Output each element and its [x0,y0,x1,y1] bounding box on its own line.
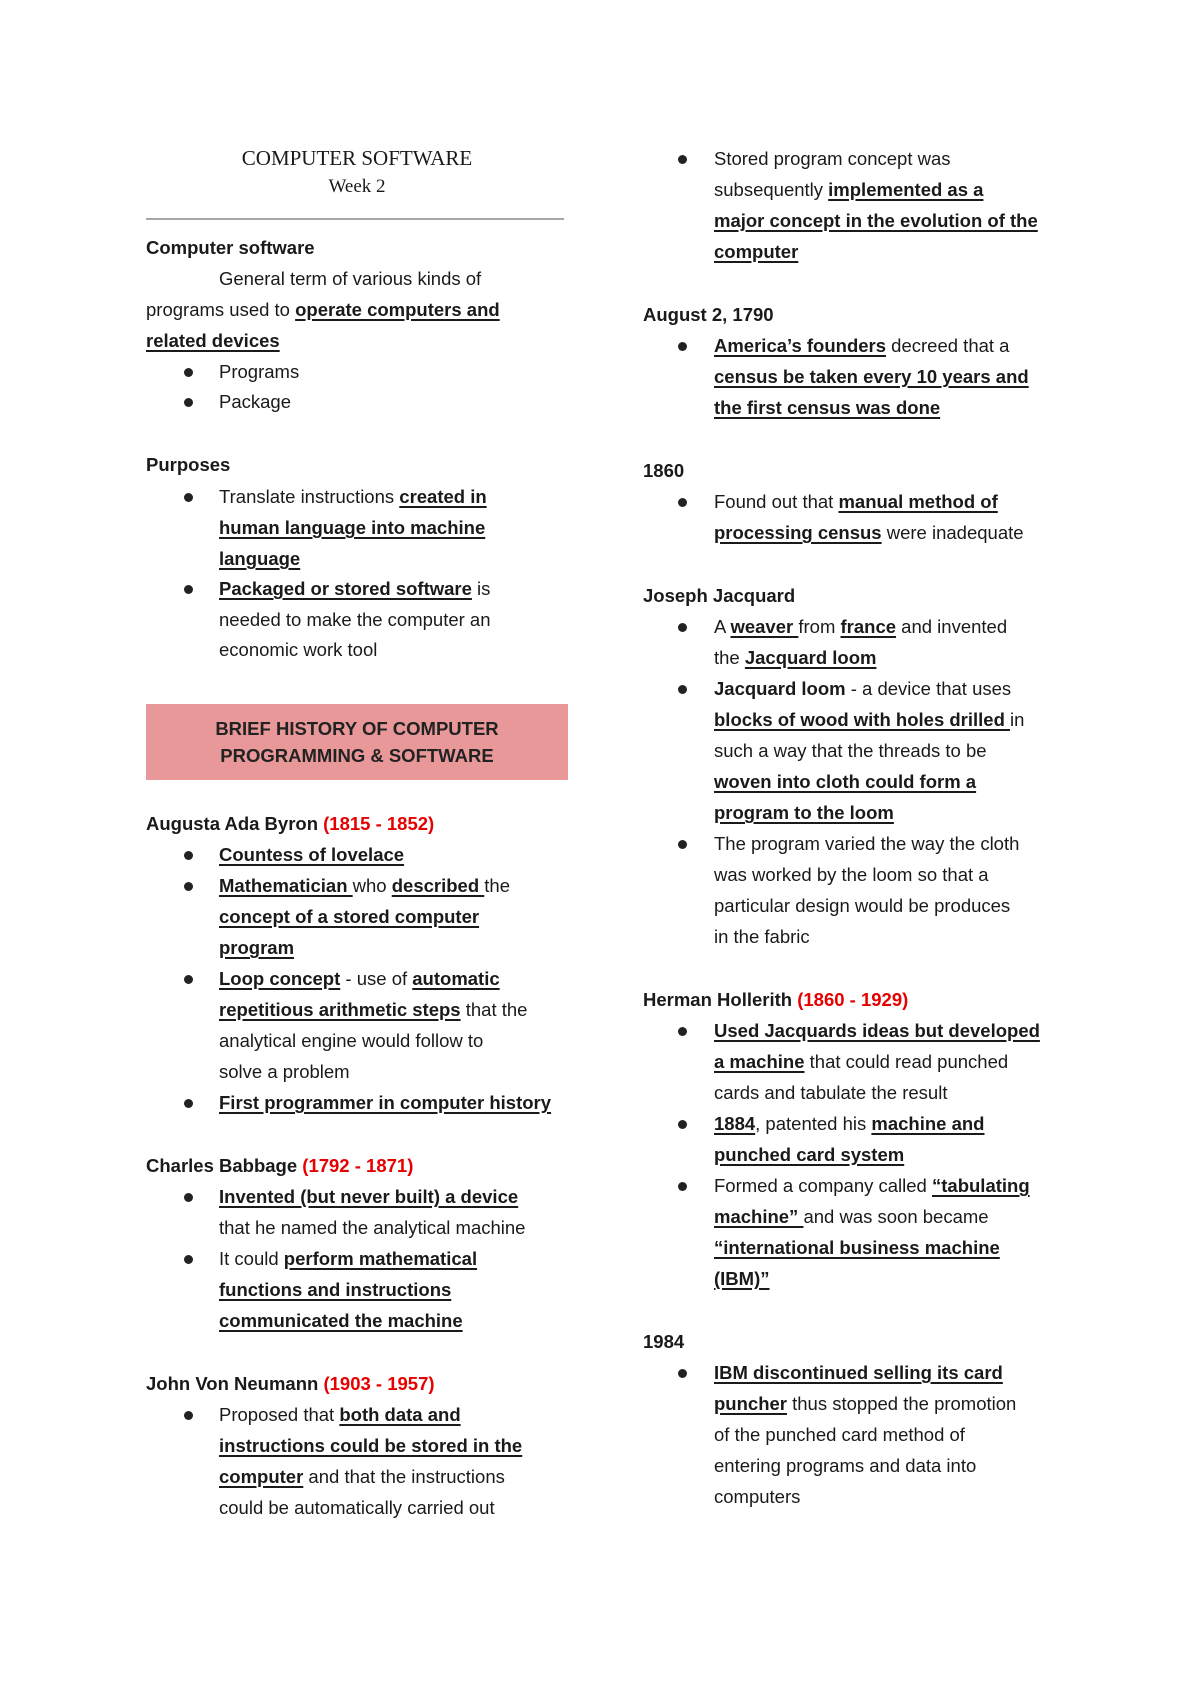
list-item-line: punched card system [714,1144,905,1165]
list-item-line: functions and instructions [219,1279,452,1300]
bullet-icon [184,851,193,860]
bullet-icon [184,1099,193,1108]
list-item-line: solve a problem [219,1061,350,1082]
person-heading-hollerith: Herman Hollerith (1860 - 1929) [643,989,909,1010]
person-heading-neumann: John Von Neumann (1903 - 1957) [146,1373,435,1394]
bullet-icon [184,368,193,377]
list-item-line: needed to make the computer an [219,609,491,630]
bullet-icon [678,1369,687,1378]
section-heading-1984: 1984 [643,1331,685,1352]
list-item-line: repetitious arithmetic steps that the [219,999,528,1020]
list-item-line: a machine that could read punched [714,1051,1009,1072]
title-divider [146,218,564,220]
list-item-line: instructions could be stored in the [219,1435,523,1456]
banner-line: BRIEF HISTORY OF COMPUTER [215,718,499,739]
list-item: Stored program concept was [714,148,951,169]
list-item-line: cards and tabulate the result [714,1082,948,1103]
list-item-line: program [219,937,295,958]
list-item: Proposed that both data and [219,1404,461,1425]
person-heading-ada: Augusta Ada Byron (1815 - 1852) [146,813,435,834]
list-item: Programs [219,361,300,382]
definition-line: programs used to operate computers and [146,299,500,320]
list-item: First programmer in computer history [219,1092,552,1113]
section-heading-purposes: Purposes [146,454,231,475]
list-item: Translate instructions created in [219,486,487,507]
document-subtitle: Week 2 [328,176,386,197]
bullet-icon [184,493,193,502]
list-item-line: machine” and was soon became [714,1206,989,1227]
list-item: Formed a company called “tabulating [714,1175,1030,1196]
list-item: It could perform mathematical [219,1248,478,1269]
list-item-line: was worked by the loom so that a [714,864,989,885]
section-heading-jacquard: Joseph Jacquard [643,585,796,606]
list-item-line: particular design would be produces [714,895,1011,916]
definition-line: General term of various kinds of [219,268,482,289]
list-item: Jacquard loom - a device that uses [714,678,1012,699]
bullet-icon [678,155,687,164]
section-heading-1860: 1860 [643,460,685,481]
bullet-icon [678,623,687,632]
list-item: Invented (but never built) a device [219,1186,519,1207]
bullet-icon [184,882,193,891]
list-item-line: communicated the machine [219,1310,463,1331]
banner-line: PROGRAMMING & SOFTWARE [220,745,494,766]
list-item: Loop concept - use of automatic [219,968,500,989]
list-item-line: computer [714,241,799,262]
list-item-line: census be taken every 10 years and [714,366,1029,387]
list-item: Packaged or stored software is [219,578,491,599]
list-item-line: computers [714,1486,801,1507]
list-item-line: that he named the analytical machine [219,1217,526,1238]
bullet-icon [184,398,193,407]
list-item-line: puncher thus stopped the promotion [714,1393,1017,1414]
list-item-line: computer and that the instructions [219,1466,505,1487]
list-item-line: language [219,548,301,569]
list-item-line: program to the loom [714,802,894,823]
list-item: Mathematician who described the [219,875,510,896]
bullet-icon [678,840,687,849]
document-title: COMPUTER SOFTWARE [241,146,473,170]
definition-line: related devices [146,330,280,351]
list-item-line: could be automatically carried out [219,1497,495,1518]
list-item-line: economic work tool [219,639,378,660]
list-item-line: concept of a stored computer [219,906,480,927]
bullet-icon [678,1120,687,1129]
list-item-line: woven into cloth could form a [714,771,977,792]
list-item-line: the first census was done [714,397,941,418]
list-item: Found out that manual method of [714,491,998,512]
bullet-icon [678,1027,687,1036]
list-item: The program varied the way the cloth [714,833,1020,854]
person-heading-babbage: Charles Babbage (1792 - 1871) [146,1155,414,1176]
list-item: A weaver from france and invented [714,616,1008,637]
list-item-line: major concept in the evolution of the [714,210,1038,231]
bullet-icon [678,498,687,507]
list-item: Countess of lovelace [219,844,405,865]
list-item-line: human language into machine [219,517,486,538]
history-banner [146,704,568,780]
list-item: America’s founders decreed that a [714,335,1010,356]
list-item-line: the Jacquard loom [714,647,877,668]
list-item: Package [219,391,291,412]
bullet-icon [184,585,193,594]
list-item-line: entering programs and data into [714,1455,977,1476]
list-item: Used Jacquards ideas but developed [714,1020,1040,1041]
list-item-line: such a way that the threads to be [714,740,987,761]
section-heading-computer-software: Computer software [146,237,315,258]
bullet-icon [678,685,687,694]
list-item-line: (IBM)” [714,1268,770,1289]
list-item-line: blocks of wood with holes drilled in [714,709,1025,730]
list-item-line: analytical engine would follow to [219,1030,484,1051]
bullet-icon [184,1411,193,1420]
list-item-line: in the fabric [714,926,810,947]
list-item-line: of the punched card method of [714,1424,965,1445]
bullet-icon [678,1182,687,1191]
bullet-icon [184,1255,193,1264]
bullet-icon [678,342,687,351]
list-item-line: processing census were inadequate [714,522,1024,543]
section-heading-aug-1790: August 2, 1790 [643,304,774,325]
list-item-line: “international business machine [714,1237,1000,1258]
list-item-line: subsequently implemented as a [714,179,984,200]
bullet-icon [184,1193,193,1202]
list-item: 1884, patented his machine and [714,1113,985,1134]
bullet-icon [184,975,193,984]
list-item: IBM discontinued selling its card [714,1362,1003,1383]
